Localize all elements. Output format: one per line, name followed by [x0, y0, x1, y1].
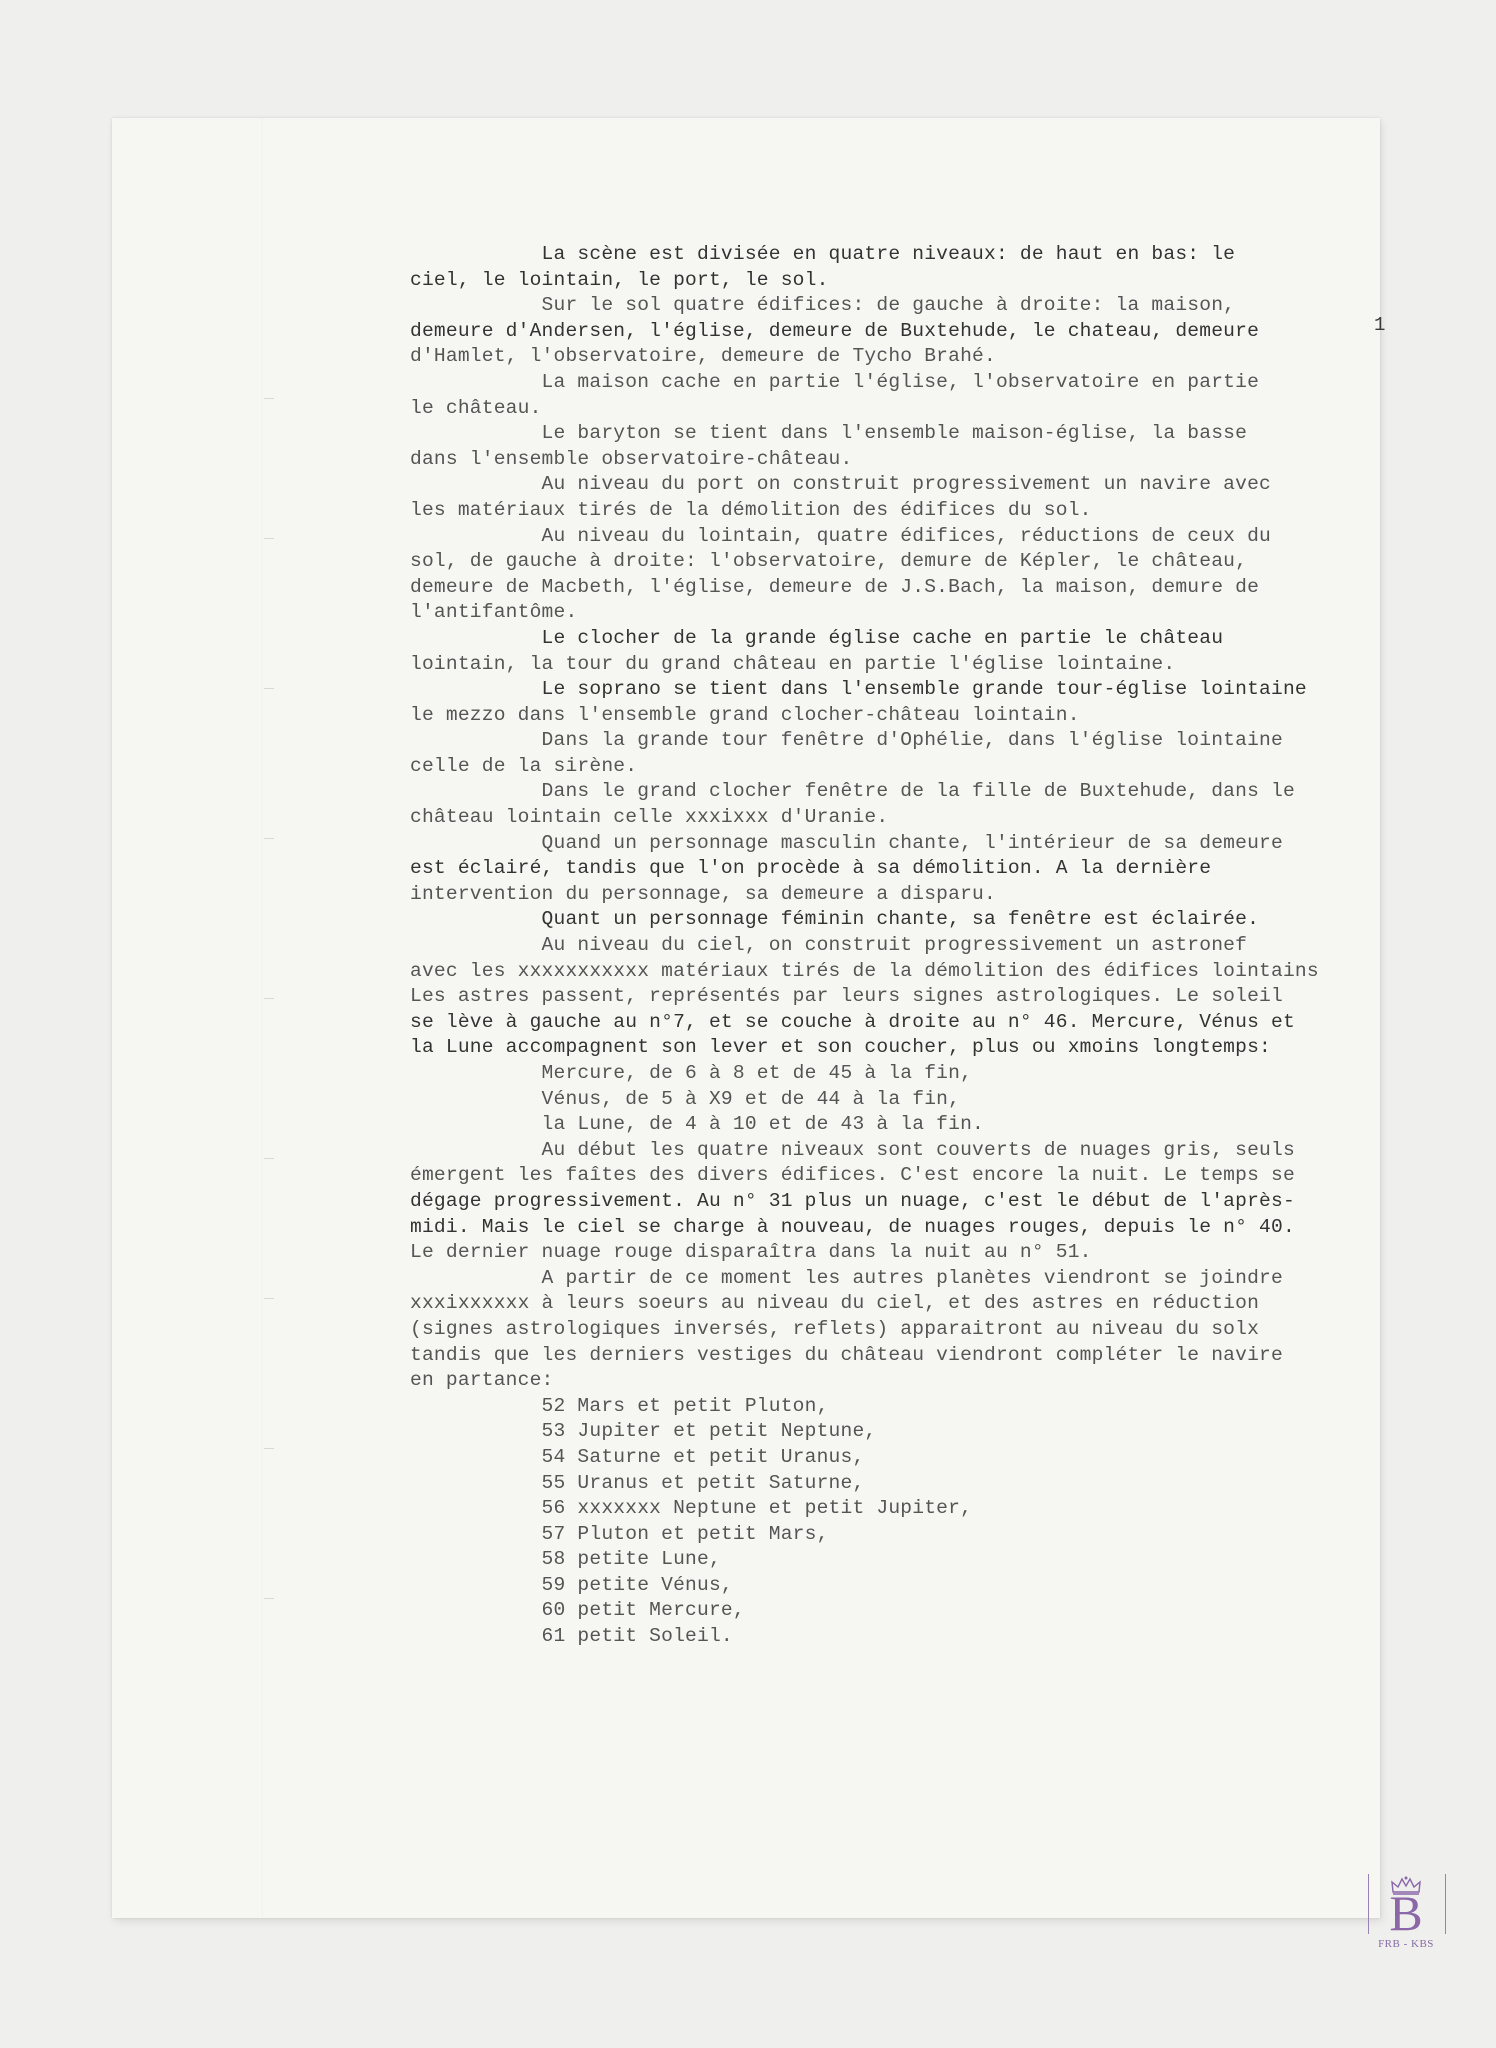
text-line: demeure de Macbeth, l'église, demeure de J.S.Bach, la maison, demure de	[410, 575, 1260, 598]
text-line: se lève à gauche au n°7, et se couche à droite au n° 46. Mercure, Vénus et	[410, 1010, 1295, 1033]
margin-tick	[264, 1448, 274, 1449]
text-line: Sur le sol quatre édifices: de gauche à droite: la maison,	[410, 294, 1236, 317]
text-line: le château.	[410, 396, 542, 419]
text-line: celle de la sirène.	[410, 754, 638, 777]
text-line: la Lune, de 4 à 10 et de 43 à la fin.	[410, 1113, 984, 1136]
text-line: Le clocher de la grande église cache en partie le château	[410, 626, 1224, 649]
text-line: émergent les faîtes des divers édifices. C'est encore la nuit. Le temps se	[410, 1164, 1295, 1187]
text-line: 60 petit Mercure,	[410, 1599, 745, 1622]
text-line: les matériaux tirés de la démolition des édifices du sol.	[410, 498, 1092, 521]
margin-tick	[264, 688, 274, 689]
margin-marks	[264, 398, 278, 1748]
text-line: 53 Jupiter et petit Neptune,	[410, 1420, 877, 1443]
text-line: Le soprano se tient dans l'ensemble grande tour-église lointaine	[410, 678, 1307, 701]
text-line: Dans le grand clocher fenêtre de la fille de Buxtehude, dans le	[410, 780, 1295, 803]
text-line: midi. Mais le ciel se charge à nouveau, de nuages rouges, depuis le n° 40.	[410, 1215, 1295, 1238]
text-line: Au niveau du port on construit progressivement un navire avec	[410, 473, 1271, 496]
typewritten-text	[410, 242, 1390, 1650]
text-line: l'antifantôme.	[410, 601, 578, 624]
stamp-letter: B	[1389, 1885, 1423, 1941]
stamp-caption: FRB - KBS	[1378, 1938, 1434, 1950]
text-line: Au niveau du lointain, quatre édifices, réductions de ceux du	[410, 524, 1271, 547]
text-line: La scène est divisée en quatre niveaux: de haut en bas: le	[410, 243, 1236, 265]
text-line: château lointain celle xxxixxx d'Uranie.	[410, 806, 889, 829]
text-line: en partance:	[410, 1369, 554, 1392]
text-line: Le baryton se tient dans l'ensemble maison-église, la basse	[410, 422, 1248, 445]
page-number: 1	[1374, 314, 1386, 336]
text-line: Au niveau du ciel, on construit progressivement un astronef	[410, 934, 1248, 957]
text-line: est éclairé, tandis que l'on procède à sa démolition. A la dernière	[410, 857, 1212, 880]
text-line: 56 xxxxxxx Neptune et petit Jupiter,	[410, 1497, 973, 1520]
text-line: La maison cache en partie l'église, l'observatoire en partie	[410, 370, 1260, 393]
margin-tick	[264, 838, 274, 839]
text-line: Le dernier nuage rouge disparaîtra dans la nuit au n° 51.	[410, 1241, 1092, 1264]
text-line: (signes astrologiques inversés, reflets) apparaitront au niveau du solx	[410, 1317, 1260, 1340]
margin-tick	[264, 1158, 274, 1159]
text-line: d'Hamlet, l'observatoire, demeure de Tycho Brahé.	[410, 345, 996, 368]
text-line: ciel, le lointain, le port, le sol.	[410, 268, 829, 291]
margin-tick	[264, 1298, 274, 1299]
text-line: 59 petite Vénus,	[410, 1573, 733, 1596]
text-line: Au début les quatre niveaux sont couverts de nuages gris, seuls	[410, 1138, 1295, 1161]
text-line: la Lune accompagnent son lever et son coucher, plus ou xmoins longtemps:	[410, 1036, 1271, 1059]
text-line: tandis que les derniers vestiges du château viendront compléter le navire	[410, 1343, 1283, 1366]
margin-tick	[264, 1598, 274, 1599]
text-line: sol, de gauche à droite: l'observatoire, demure de Képler, le château,	[410, 550, 1248, 573]
text-line: le mezzo dans l'ensemble grand clocher-château lointain.	[410, 703, 1080, 726]
text-line: A partir de ce moment les autres planètes viendront se joindre	[410, 1266, 1283, 1289]
text-line: dans l'ensemble observatoire-château.	[410, 447, 853, 470]
text-line: Quant un personnage féminin chante, sa fenêtre est éclairée.	[410, 908, 1260, 931]
text-line: 52 Mars et petit Pluton,	[410, 1394, 829, 1417]
text-line: 55 Uranus et petit Saturne,	[410, 1471, 865, 1494]
text-line: Mercure, de 6 à 8 et de 45 à la fin,	[410, 1062, 973, 1084]
text-line: 57 Pluton et petit Mars,	[410, 1522, 829, 1545]
text-line: lointain, la tour du grand château en partie l'église lointaine.	[410, 652, 1176, 675]
text-line: intervention du personnage, sa demeure a disparu.	[410, 882, 996, 905]
margin-tick	[264, 398, 274, 399]
text-line: 58 petite Lune,	[410, 1548, 721, 1571]
text-line: dégage progressivement. Au n° 31 plus un nuage, c'est le début de l'après-	[410, 1189, 1295, 1212]
text-line: avec les xxxxxxxxxxx matériaux tirés de la démolition des édifices lointains	[410, 959, 1319, 982]
text-line: Dans la grande tour fenêtre d'Ophélie, dans l'église lointaine	[410, 729, 1283, 752]
text-line: Vénus, de 5 à X9 et de 44 à la fin,	[410, 1087, 961, 1110]
foundation-stamp	[1368, 1874, 1444, 1956]
text-line: 61 petit Soleil.	[410, 1625, 733, 1648]
text-line: demeure d'Andersen, l'église, demeure de Buxtehude, le chateau, demeure	[410, 319, 1260, 342]
margin-tick	[264, 998, 274, 999]
text-line: Quand un personnage masculin chante, l'intérieur de sa demeure	[410, 831, 1283, 854]
text-line: Les astres passent, représentés par leurs signes astrologiques. Le soleil	[410, 985, 1283, 1008]
margin-tick	[264, 538, 274, 539]
text-line: xxxixxxxxx à leurs soeurs au niveau du ciel, et des astres en réduction	[410, 1292, 1260, 1315]
text-line: 54 Saturne et petit Uranus,	[410, 1445, 865, 1468]
